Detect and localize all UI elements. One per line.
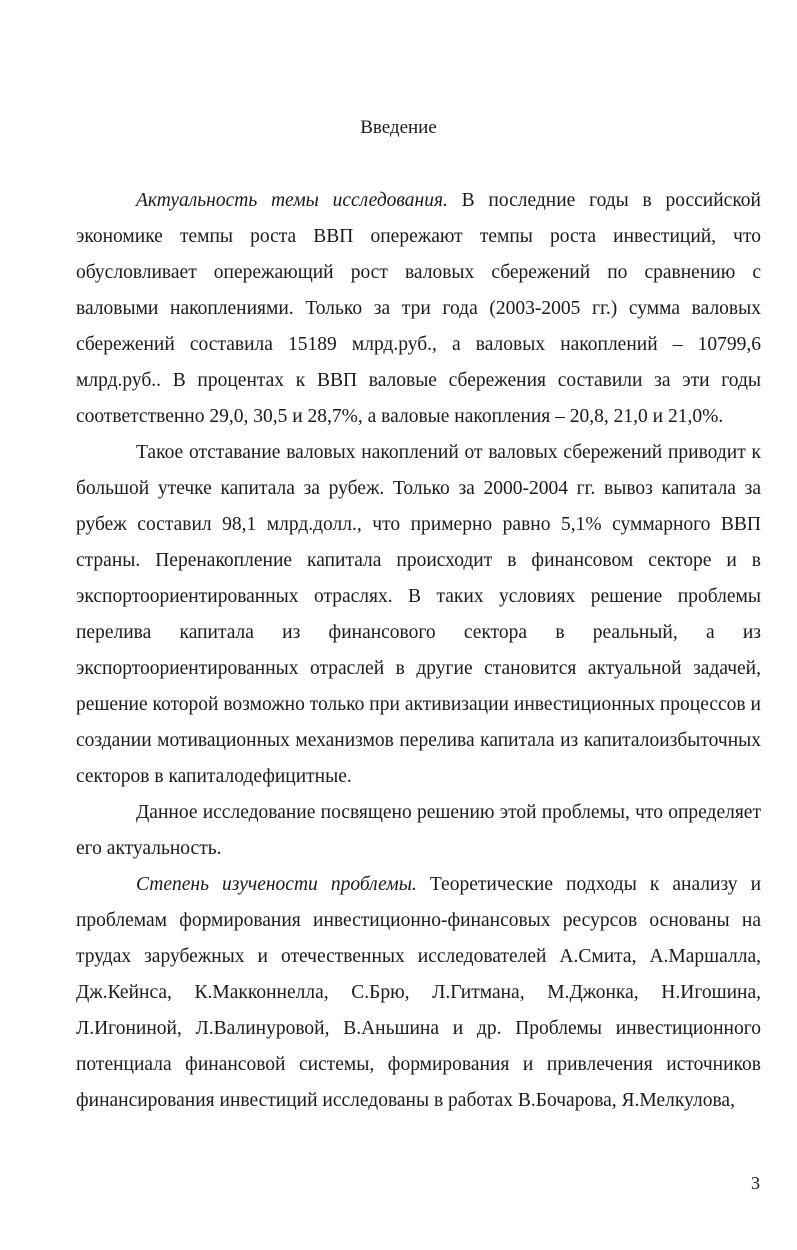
paragraph-degree-of-study	[76, 867, 761, 1119]
paragraph-capital-outflow	[76, 435, 761, 795]
paragraph-text-capital-outflow: Такое отставание валовых накоплений от валовых сбережений приводит к большой утечке капитала за рубеж. Только за 2000-2004 гг. вывоз капитала за рубеж составил 98,1 млрд.долл., что примерно равно 5,1% суммарного ВВП страны. Перенакопление капитала происходит в финансовом секторе и в экспортоориентированных отраслях. В таких условиях решение проблемы перелива капитала из финансового сектора в реальный, а из экспортоориентированных отраслей в другие становится актуальной задачей, решение которой возможно только при активизации инвестиционных процессов и создании мотивационных механизмов перелива капитала из капиталоизбыточных секторов в капиталодефицитные.	[76, 442, 761, 787]
paragraph-text-degree-of-study: Теоретические подходы к анализу и проблемам формирования инвестиционно-финансовых ресурсов основаны на трудах зарубежных и отечественных исследователей А.Смита, А.Маршалла, Дж.Кейнса, К.Макконнелла, С.Брю, Л.Гитмана, М.Джонка, Н.Игошина, Л.Игониной, Л.Валинуровой, В.Аньшина и др. Проблемы инвестиционного потенциала финансовой системы, формирования и привлечения источников финансирования инвестиций исследованы в работах В.Бочарова, Я.Мелкулова,	[76, 874, 761, 1111]
body-text	[76, 183, 761, 1119]
section-title: Введение	[360, 117, 437, 138]
paragraph-lead-relevance: Актуальность темы исследования.	[136, 190, 448, 211]
paragraph-text-purpose: Данное исследование посвящено решению этой проблемы, что определяет его актуальность.	[76, 802, 761, 859]
paragraph-relevance	[76, 183, 761, 435]
paragraph-text-relevance: В последние годы в российской экономике темпы роста ВВП опережают темпы роста инвестиций, что обусловливает опережающий рост валовых сбережений по сравнению с валовыми накоплениями. Только за три года (2003-2005 гг.) сумма валовых сбережений составила 15189 млрд.руб., а валовых накоплений – 10799,6 млрд.руб.. В процентах к ВВП валовые сбережения составили за эти годы соответственно 29,0, 30,5 и 28,7%, а валовые накопления – 20,8, 21,0 и 21,0%.	[76, 190, 761, 427]
paragraph-lead-degree-of-study: Степень изучености проблемы.	[136, 874, 417, 895]
paragraph-purpose	[76, 795, 761, 867]
page-number: 3	[751, 1173, 760, 1193]
